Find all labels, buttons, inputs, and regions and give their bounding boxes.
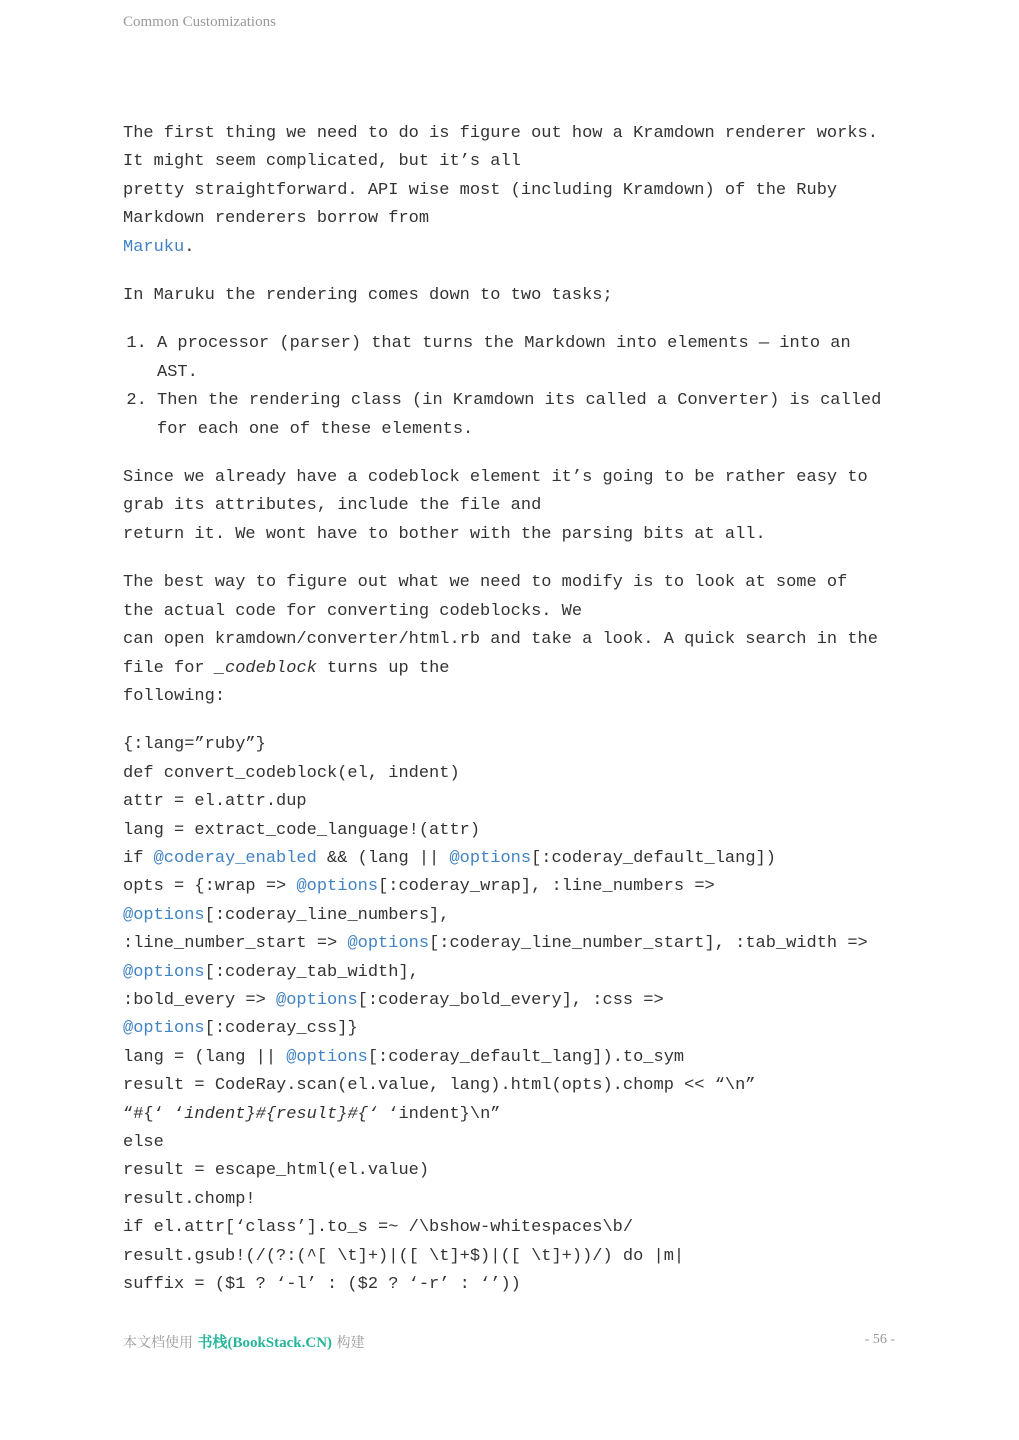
footer-prefix: 本文档使用 (123, 1335, 198, 1351)
code-line: {:lang=”ruby”} (123, 735, 266, 755)
code-line (123, 987, 898, 1015)
code-line (123, 845, 898, 873)
page-number: - 56 - (864, 1332, 895, 1347)
code-token: “#{‘ ‘ (123, 1104, 185, 1124)
code-token: [:coderay_css]} (204, 1019, 358, 1039)
code-token: opts = {:wrap => (123, 877, 297, 897)
ivar-token: @options (296, 877, 379, 897)
text-line: It might seem complicated, but it’s all (123, 152, 521, 172)
running-header: Common Customizations (123, 14, 276, 30)
code-line (123, 902, 898, 930)
code-token: lang = (lang || (123, 1047, 287, 1067)
code-line: lang = extract_code_language!(attr) (123, 820, 481, 840)
ivar-token: @options (286, 1047, 368, 1067)
code-line (123, 1015, 898, 1043)
list-item: 2. Then the rendering class (in Kramdown its called a Converter) is called for each one of these elements. (157, 387, 898, 444)
text-line: file for (123, 658, 215, 678)
ivar-token: @coderay_enabled (153, 848, 317, 868)
code-token: [:coderay_wrap], :line_numbers => (378, 877, 715, 897)
code-line (123, 1101, 898, 1129)
text-line: turns up the (316, 658, 450, 678)
list-item: 1. A processor (parser) that turns the Markdown into elements — into an AST. (157, 330, 898, 387)
code-token: :bold_every => (123, 990, 277, 1010)
code-token: [:coderay_line_numbers], (204, 905, 450, 925)
paragraph-intro (123, 120, 898, 262)
task-list (123, 330, 898, 444)
text-line: can open kramdown/converter/html.rb and take a look. A quick search in the (123, 630, 878, 650)
code-token: [:coderay_tab_width], (204, 962, 419, 982)
text-line: return it. We wont have to bother with the parsing bits at all. (123, 524, 766, 544)
emphasis-codeblock: _codeblock (214, 658, 317, 678)
code-line: result = escape_html(el.value) (123, 1161, 430, 1181)
paragraph-codeblock-element (123, 464, 898, 549)
text-line: grab its attributes, include the file and (123, 496, 542, 516)
text-line: the actual code for converting codeblocks. We (123, 601, 583, 621)
code-line (123, 930, 898, 958)
code-line (123, 1044, 898, 1072)
code-line (123, 959, 898, 987)
ivar-token: @options (449, 848, 532, 868)
code-line: suffix = ($1 ? ‘-l’ : ($2 ? ‘-r’ : ‘’)) (123, 1275, 521, 1295)
code-line (123, 873, 898, 901)
code-token: [:coderay_default_lang]).to_sym (367, 1047, 685, 1067)
text-line: Markdown renderers borrow from (123, 209, 430, 229)
maruku-link[interactable]: Maruku (123, 237, 185, 257)
text-line: The first thing we need to do is figure out how a Kramdown renderer works. (123, 124, 878, 143)
text-line: pretty straightforward. API wise most (including Kramdown) of the Ruby (123, 180, 838, 200)
ivar-token: @options (123, 1019, 205, 1039)
code-line: result.chomp! (123, 1189, 256, 1209)
code-token: [:coderay_bold_every], :css => (357, 990, 664, 1010)
code-line: attr = el.attr.dup (123, 792, 307, 812)
code-token: [:coderay_default_lang]) (531, 848, 776, 868)
code-line: else (123, 1133, 164, 1152)
punctuation: . (184, 237, 195, 257)
paragraph-tasks-intro: In Maruku the rendering comes down to two tasks; (123, 286, 613, 306)
footer-credit (123, 1331, 365, 1352)
code-line: result.gsub!(/(?:(^[ \t]+)|([ \t]+$)|([ \t]+))/) do |m| (123, 1246, 685, 1266)
code-token-italic: indent}#{result}#{‘ (184, 1104, 379, 1124)
ivar-token: @options (123, 962, 205, 982)
code-listing (123, 731, 898, 1299)
code-token: if (123, 848, 154, 868)
code-token: :line_number_start => (123, 934, 348, 954)
document-body (123, 120, 898, 1299)
ivar-token: @options (347, 934, 430, 954)
code-token: [:coderay_line_number_start], :tab_width => (429, 934, 868, 954)
text-line: Since we already have a codeblock element it’s going to be rather easy to (123, 468, 868, 488)
code-line: result = CodeRay.scan(el.value, lang).html(opts).chomp << “\n” (123, 1076, 756, 1096)
paragraph-modify (123, 569, 898, 711)
bookstack-link[interactable]: 书栈(BookStack.CN) (197, 1335, 333, 1351)
ivar-token: @options (123, 905, 205, 925)
footer-suffix: 构建 (332, 1335, 365, 1351)
code-line: if el.attr[‘class’].to_s =~ /\bshow-whitespaces\b/ (123, 1218, 634, 1238)
code-token: ‘indent}\n” (378, 1104, 501, 1124)
text-line: following: (123, 686, 226, 706)
code-token: && (lang || (316, 848, 450, 868)
code-line: def convert_codeblock(el, indent) (123, 763, 460, 783)
text-line: The best way to figure out what we need to modify is to look at some of (123, 573, 848, 593)
ivar-token: @options (276, 990, 358, 1010)
